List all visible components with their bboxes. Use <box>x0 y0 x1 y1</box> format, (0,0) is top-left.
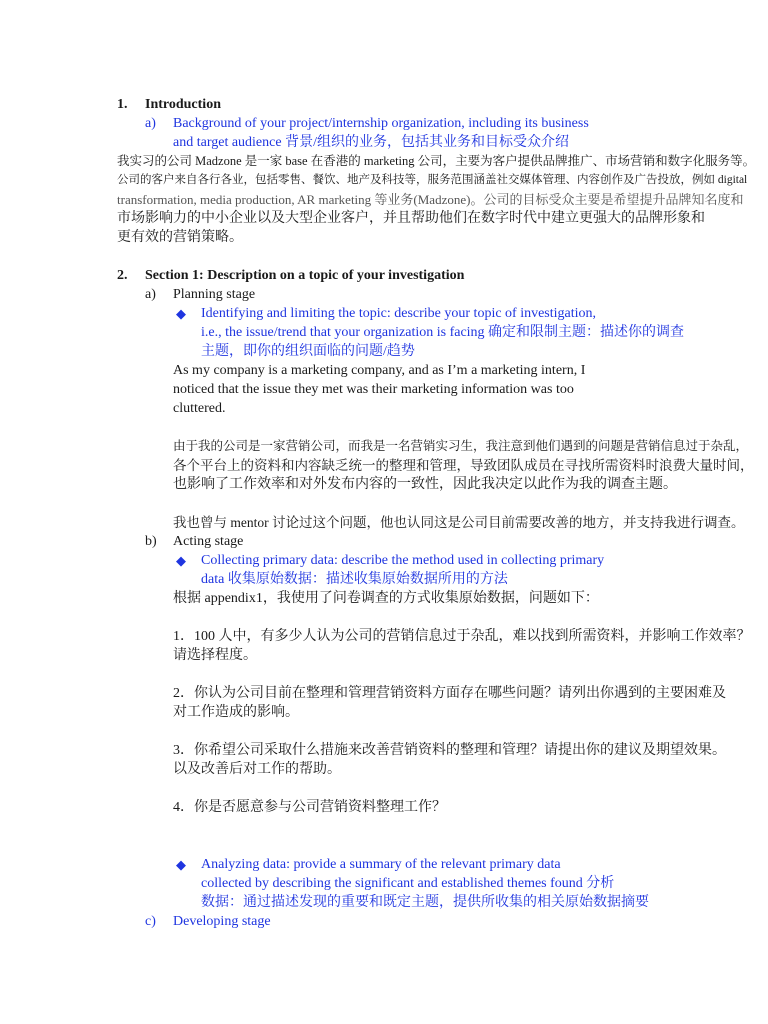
prompt-text: 数据：通过描述发现的重要和既定主题，提供所收集的相关原始数据摘要 <box>201 895 649 910</box>
prompt-text: i.e., the issue/trend that your organization is facing 确定和限制主题：描述你的调查 <box>201 325 685 340</box>
answer-text: 我也曾与 mentor 讨论过这个问题，他也认同这是公司目前需要改善的地方，并支持我进行调查。 <box>173 515 745 530</box>
answer-text: 也影响了工作效率和对外发布内容的一致性，因此我决定以此作为我的调查主题。 <box>173 477 677 492</box>
body-text: 更有效的营销策略。 <box>117 230 243 245</box>
body-text: 公司的客户来自各行各业，包括零售、餐饮、地产及科技等，服务范围涵盖社交媒体管理、内容创作及广告投放，例如 digital <box>117 174 748 186</box>
section-title: Introduction <box>145 97 221 112</box>
body-text: 市场影响力的中小企业以及大型企业客户，并且帮助他们在数字时代中建立更强大的品牌形象和 <box>117 211 705 226</box>
diamond-bullet-icon: ◆ <box>176 306 186 321</box>
answer-text: noticed that the issue they met was their marketing information was too <box>173 382 574 397</box>
answer-text: 根据 appendix1，我使用了问卷调查的方式收集原始数据，问题如下： <box>173 591 599 606</box>
answer-text: cluttered. <box>173 401 226 416</box>
answer-text: 各个平台上的资料和内容缺乏统一的整理和管理，导致团队成员在寻找所需资料时浪费大量时间， <box>173 458 754 473</box>
question-text: 3．你希望公司采取什么措施来改善营销资料的整理和管理？请提出你的建议及期望效果。 <box>173 743 726 758</box>
item-marker: c) <box>145 914 156 929</box>
question-text: 2．你认为公司目前在整理和管理营销资料方面存在哪些问题？请列出你遇到的主要困难及 <box>173 686 726 701</box>
prompt-text: Background of your project/internship organization, including its business <box>173 116 589 131</box>
question-text: 对工作造成的影响。 <box>173 705 299 720</box>
item-marker: b) <box>145 534 157 549</box>
stage-label: Developing stage <box>173 914 271 929</box>
question-text: 请选择程度。 <box>173 648 257 663</box>
question-text: 1．100 人中，有多少人认为公司的营销信息过于杂乱，难以找到所需资料，并影响工作效率？ <box>173 629 751 644</box>
diamond-bullet-icon: ◆ <box>176 857 186 872</box>
prompt-text: and target audience 背景/组织的业务，包括其业务和目标受众介绍 <box>173 135 569 150</box>
section-number: 2. <box>117 268 128 283</box>
diamond-bullet-icon: ◆ <box>176 553 186 568</box>
prompt-text: Identifying and limiting the topic: describe your topic of investigation, <box>201 306 597 321</box>
answer-text: 由于我的公司是一家营销公司，而我是一名营销实习生，我注意到他们遇到的问题是营销信息过于杂乱， <box>173 439 749 453</box>
prompt-text: Collecting primary data: describe the method used in collecting primary <box>201 553 605 568</box>
answer-text: As my company is a marketing company, and as I’m a marketing intern, I <box>173 363 586 378</box>
prompt-text: Analyzing data: provide a summary of the relevant primary data <box>201 857 561 872</box>
section-number: 1. <box>117 97 128 112</box>
stage-label: Acting stage <box>173 534 244 549</box>
question-text: 以及改善后对工作的帮助。 <box>173 762 341 777</box>
item-marker: a) <box>145 116 156 131</box>
stage-label: Planning stage <box>173 287 256 302</box>
prompt-text: 主题，即你的组织面临的问题/趋势 <box>201 344 415 359</box>
body-text: 我实习的公司 Madzone 是一家 base 在香港的 marketing 公司，主要为客户提供品牌推广、市场营销和数字化服务等。 <box>117 154 756 168</box>
prompt-text: data 收集原始数据：描述收集原始数据所用的方法 <box>201 572 508 587</box>
section-title: Section 1: Description on a topic of your investigation <box>145 268 465 283</box>
item-marker: a) <box>145 287 156 302</box>
question-text: 4．你是否愿意参与公司营销资料整理工作？ <box>173 800 446 815</box>
body-text: transformation, media production, AR marketing 等业务(Madzone)。公司的目标受众主要是希望提升品牌知名度和 <box>117 192 744 207</box>
prompt-text: collected by describing the significant and established themes found 分析 <box>201 876 615 891</box>
